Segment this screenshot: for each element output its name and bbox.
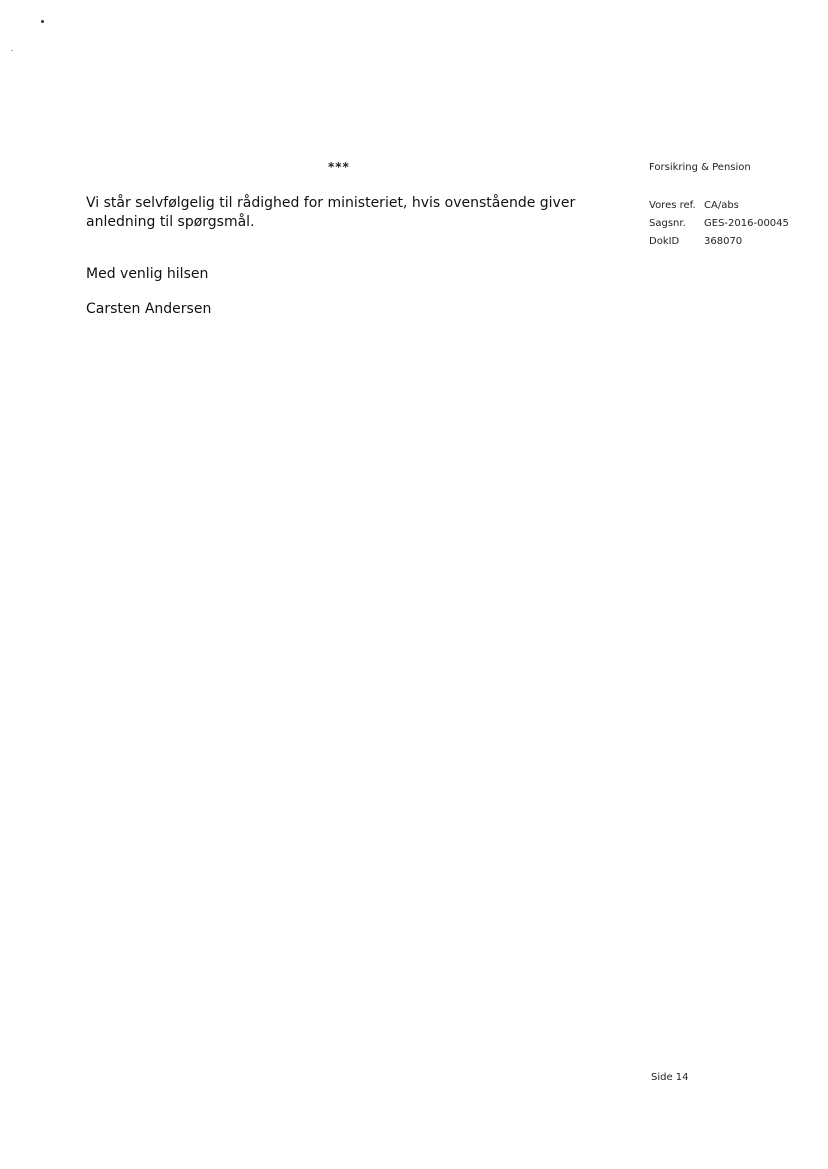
letter-body: Vi står selvfølgelig til rådighed for ministeriet, hvis ovenstående giver anledning til spørgsmål. [86,195,576,230]
scan-speck [41,20,44,23]
reference-label: Vores ref. [649,199,696,211]
reference-value: GES-2016-00045 [704,217,789,229]
reference-row [649,232,789,250]
reference-label: Sagsnr. [649,217,686,229]
reference-row [649,214,789,232]
section-separator: *** [328,160,350,174]
letter-closing: Med venlig hilsen [86,266,209,282]
reference-row [649,196,789,214]
organization-name: Forsikring & Pension [649,162,751,173]
reference-label: DokID [649,235,680,247]
scan-speck [11,50,13,51]
page-number: Side 14 [651,1072,689,1083]
reference-block [649,196,789,250]
reference-value: 368070 [704,235,743,247]
reference-value: CA/abs [704,199,739,211]
signatory-name: Carsten Andersen [86,301,212,317]
